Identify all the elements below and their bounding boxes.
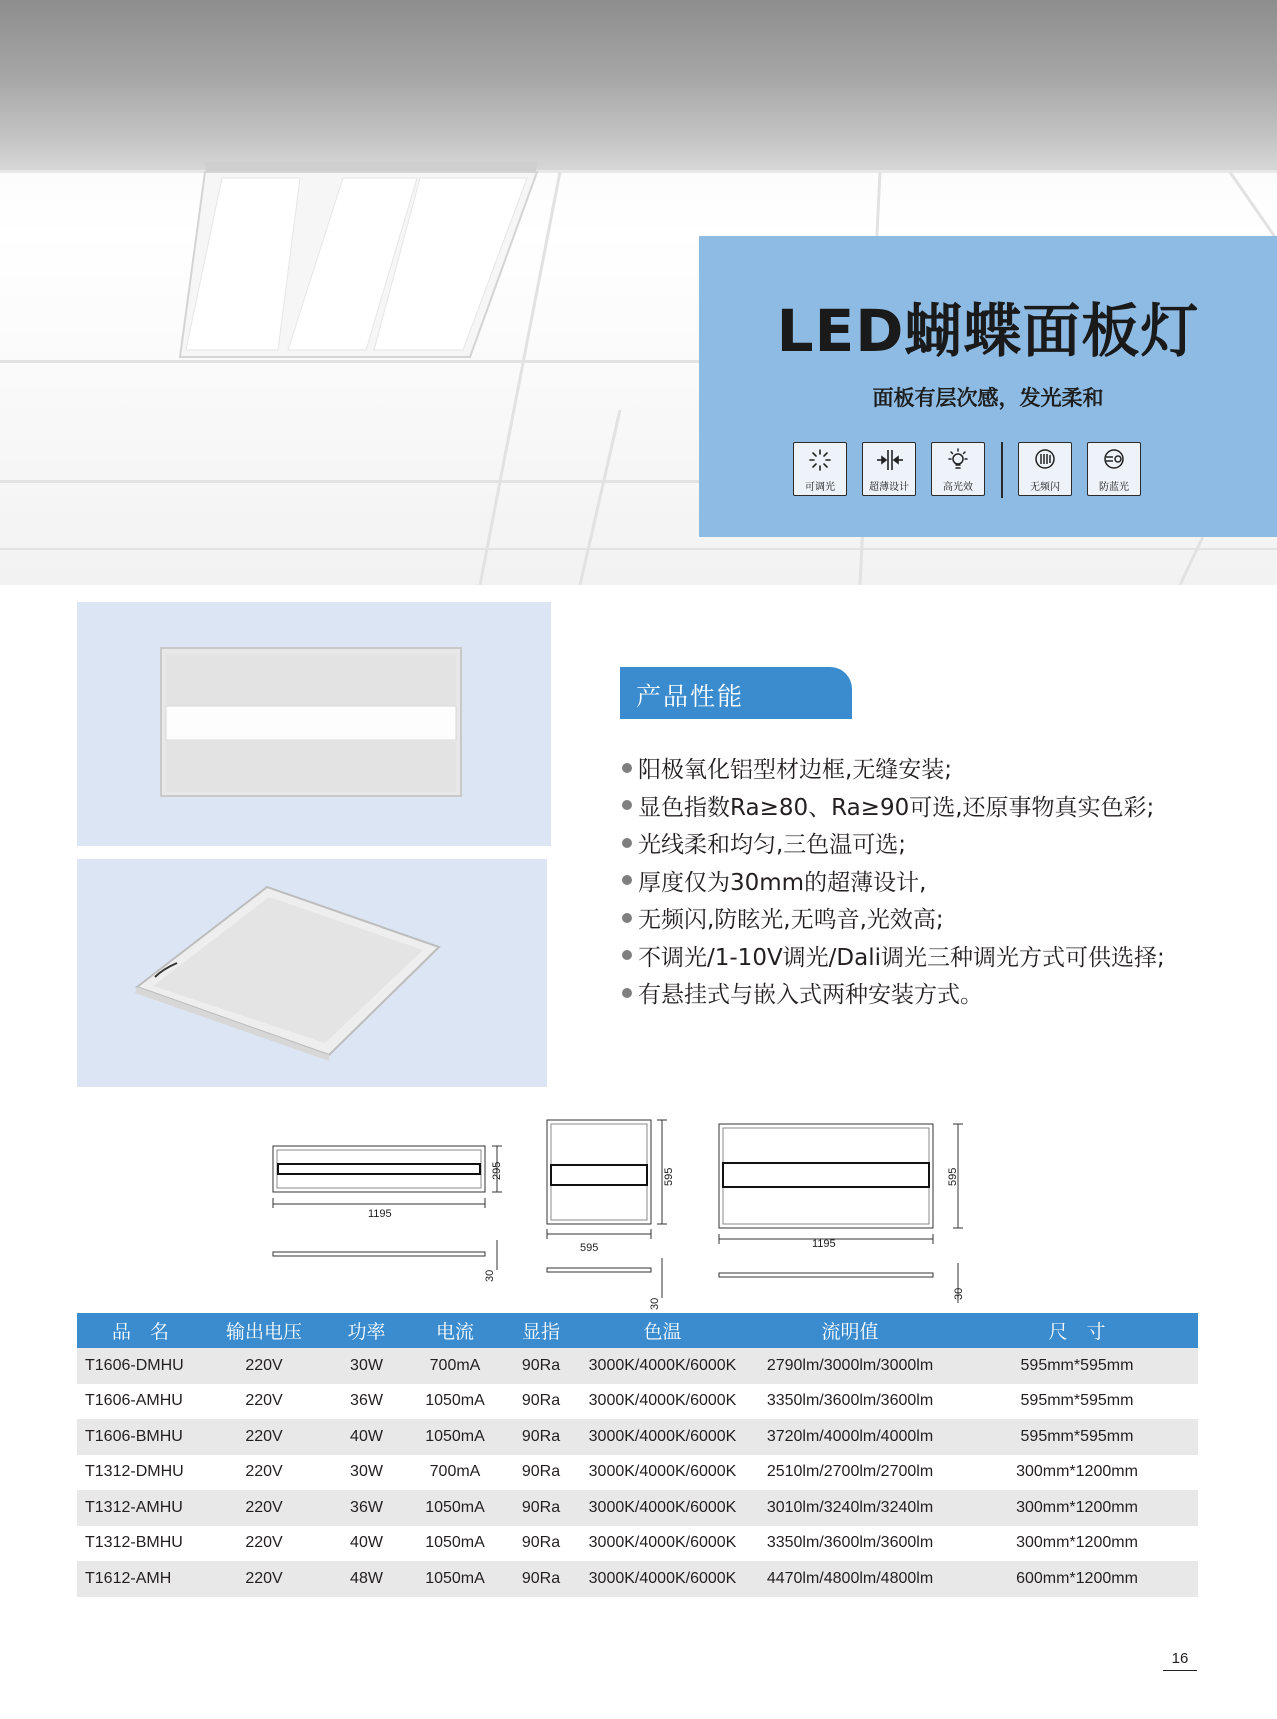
- dim-label: 30: [484, 1269, 496, 1282]
- table-cell: 90Ra: [521, 1463, 561, 1481]
- icon-label: 可调光: [805, 482, 835, 493]
- table-cell: 220V: [204, 1490, 324, 1526]
- table-cell: 595mm*595mm: [956, 1419, 1198, 1455]
- spec-table: [77, 1313, 1198, 1597]
- table-cell: 3000K/4000K/6000K: [581, 1490, 744, 1526]
- page-title: LED蝴蝶面板灯: [776, 297, 1200, 365]
- bullet-icon: [622, 875, 632, 885]
- feature-item: 无频闪,防眩光,无鸣音,光效高;: [622, 902, 1165, 940]
- table-cell: 3000K/4000K/6000K: [588, 1392, 737, 1410]
- drawing-595x595: [547, 1120, 667, 1298]
- feature-item: 阳极氧化铝型材边框,无缝安装;: [622, 752, 1165, 790]
- drawing-1195x595: [719, 1124, 963, 1303]
- dim-label: 1195: [812, 1238, 836, 1250]
- features-heading: 产品性能: [636, 682, 745, 711]
- table-cell: 300mm*1200mm: [956, 1490, 1198, 1526]
- table-cell: 220V: [245, 1392, 283, 1410]
- dim-label: 1195: [368, 1208, 392, 1220]
- panel-front-view: [77, 602, 551, 846]
- dim-label: 595: [947, 1167, 959, 1186]
- bullet-icon: [622, 763, 632, 773]
- table-cell: 300mm*1200mm: [1016, 1534, 1138, 1552]
- column-header: 色温: [581, 1313, 744, 1348]
- table-cell: 1050mA: [409, 1561, 501, 1597]
- table-cell: 595mm*595mm: [1020, 1392, 1134, 1410]
- product-photo-front: [77, 602, 551, 846]
- dim-label: 30: [649, 1297, 661, 1310]
- dim-label: 595: [580, 1242, 599, 1254]
- ultra-thin-icon: [876, 447, 904, 473]
- icon-label: 高光效: [943, 482, 973, 493]
- table-cell: 1050mA: [425, 1534, 485, 1552]
- table-row: [77, 1348, 1198, 1384]
- column-header: 显指: [501, 1313, 581, 1348]
- table-cell: 3000K/4000K/6000K: [581, 1561, 744, 1597]
- dimmable-feature: [793, 442, 847, 496]
- table-cell: 2510lm/2700lm/2700lm: [766, 1463, 934, 1481]
- high-efficiency-feature: [931, 442, 985, 496]
- table-cell: T1606-AMHU: [85, 1392, 183, 1410]
- column-header: 品 名: [77, 1313, 204, 1348]
- table-cell: 1050mA: [409, 1490, 501, 1526]
- table-cell: 3720lm/4000lm/4000lm: [744, 1419, 956, 1455]
- table-cell: T1612-AMH: [77, 1561, 204, 1597]
- table-cell: 220V: [245, 1463, 283, 1481]
- title-info-box: [699, 236, 1277, 537]
- table-cell: 30W: [350, 1463, 383, 1481]
- feature-item: 不调光/1-10V调光/Dali调光三种调光方式可供选择;: [622, 940, 1165, 978]
- table-cell: T1312-BMHU: [85, 1534, 183, 1552]
- table-cell: T1312-DMHU: [85, 1463, 184, 1481]
- column-header: 功率: [324, 1313, 409, 1348]
- table-row: [77, 1561, 1198, 1597]
- table-cell: 90Ra: [501, 1561, 581, 1597]
- table-row: [77, 1419, 1198, 1455]
- dim-label: 30: [953, 1287, 965, 1300]
- column-header: 尺 寸: [956, 1313, 1198, 1348]
- table-cell: 4470lm/4800lm/4800lm: [744, 1561, 956, 1597]
- table-cell: 600mm*1200mm: [956, 1561, 1198, 1597]
- icon-divider: [1001, 442, 1003, 498]
- page-subtitle: 面板有层次感，发光柔和: [872, 386, 1104, 410]
- table-cell: T1606-BMHU: [77, 1419, 204, 1455]
- icon-label: 防蓝光: [1099, 482, 1129, 493]
- table-cell: 220V: [245, 1534, 283, 1552]
- table-cell: 90Ra: [501, 1348, 581, 1384]
- panel-angle-view: [77, 859, 547, 1087]
- hero-banner: [0, 0, 1277, 585]
- table-row: [77, 1384, 1198, 1420]
- icon-label: 无频闪: [1030, 482, 1060, 493]
- table-cell: 30W: [324, 1348, 409, 1384]
- bullet-icon: [622, 913, 632, 923]
- product-photo-angle: [77, 859, 547, 1087]
- bullet-icon: [622, 950, 632, 960]
- dim-label: 295: [491, 1161, 503, 1180]
- table-cell: 40W: [324, 1419, 409, 1455]
- table-cell: 220V: [204, 1561, 324, 1597]
- table-cell: 90Ra: [501, 1419, 581, 1455]
- table-cell: 220V: [204, 1419, 324, 1455]
- table-cell: 3000K/4000K/6000K: [588, 1534, 737, 1552]
- table-cell: 595mm*595mm: [956, 1348, 1198, 1384]
- flicker-free-icon: [1032, 447, 1058, 473]
- table-cell: 90Ra: [501, 1490, 581, 1526]
- table-cell: 300mm*1200mm: [1016, 1463, 1138, 1481]
- table-row: [77, 1455, 1198, 1491]
- feature-item: 厚度仅为30mm的超薄设计,: [622, 865, 1165, 903]
- flicker-free-feature: [1018, 442, 1072, 496]
- table-cell: 3000K/4000K/6000K: [588, 1463, 737, 1481]
- feature-icon-row: [793, 442, 1156, 500]
- feature-item: 有悬挂式与嵌入式两种安装方式。: [622, 977, 1165, 1015]
- table-cell: 40W: [350, 1534, 383, 1552]
- table-cell: 36W: [324, 1490, 409, 1526]
- table-cell: T1606-DMHU: [77, 1348, 204, 1384]
- dimension-drawings: [0, 1110, 1277, 1310]
- table-cell: 48W: [324, 1561, 409, 1597]
- table-cell: 3350lm/3600lm/3600lm: [766, 1534, 934, 1552]
- table-cell: 90Ra: [521, 1534, 561, 1552]
- table-cell: 3350lm/3600lm/3600lm: [766, 1392, 934, 1410]
- features-heading-tab: [620, 667, 852, 719]
- bullet-icon: [622, 838, 632, 848]
- table-cell: 1050mA: [425, 1392, 485, 1410]
- bullet-icon: [622, 800, 632, 810]
- feature-item: 光线柔和均匀,三色温可选;: [622, 827, 1165, 865]
- column-header: 流明值: [744, 1313, 956, 1348]
- table-cell: 220V: [204, 1348, 324, 1384]
- table-cell: 3000K/4000K/6000K: [581, 1419, 744, 1455]
- dim-label: 595: [663, 1167, 675, 1186]
- table-row: [77, 1490, 1198, 1526]
- table-cell: 3010lm/3240lm/3240lm: [744, 1490, 956, 1526]
- table-header-row: [77, 1313, 1198, 1348]
- table-cell: 2790lm/3000lm/3000lm: [744, 1348, 956, 1384]
- anti-blue-light-feature: [1087, 442, 1141, 496]
- table-cell: 700mA: [409, 1348, 501, 1384]
- column-header: 输出电压: [204, 1313, 324, 1348]
- table-cell: 36W: [350, 1392, 383, 1410]
- icon-label: 超薄设计: [869, 482, 909, 493]
- table-cell: 3000K/4000K/6000K: [581, 1348, 744, 1384]
- ultra-thin-feature: [862, 442, 916, 496]
- feature-item: 显色指数Ra≥80、Ra≥90可选,还原事物真实色彩;: [622, 790, 1165, 828]
- high-efficiency-bulb-icon: [945, 447, 971, 473]
- features-list: [622, 752, 1165, 1015]
- table-cell: 90Ra: [521, 1392, 561, 1410]
- table-cell: 1050mA: [409, 1419, 501, 1455]
- table-row: [77, 1526, 1198, 1562]
- table-cell: 700mA: [429, 1463, 481, 1481]
- page-number: 16: [1163, 1650, 1197, 1671]
- dimmable-icon: [807, 447, 833, 473]
- table-cell: T1312-AMHU: [77, 1490, 204, 1526]
- column-header: 电流: [409, 1313, 501, 1348]
- bullet-icon: [622, 988, 632, 998]
- anti-blue-light-icon: [1101, 447, 1127, 473]
